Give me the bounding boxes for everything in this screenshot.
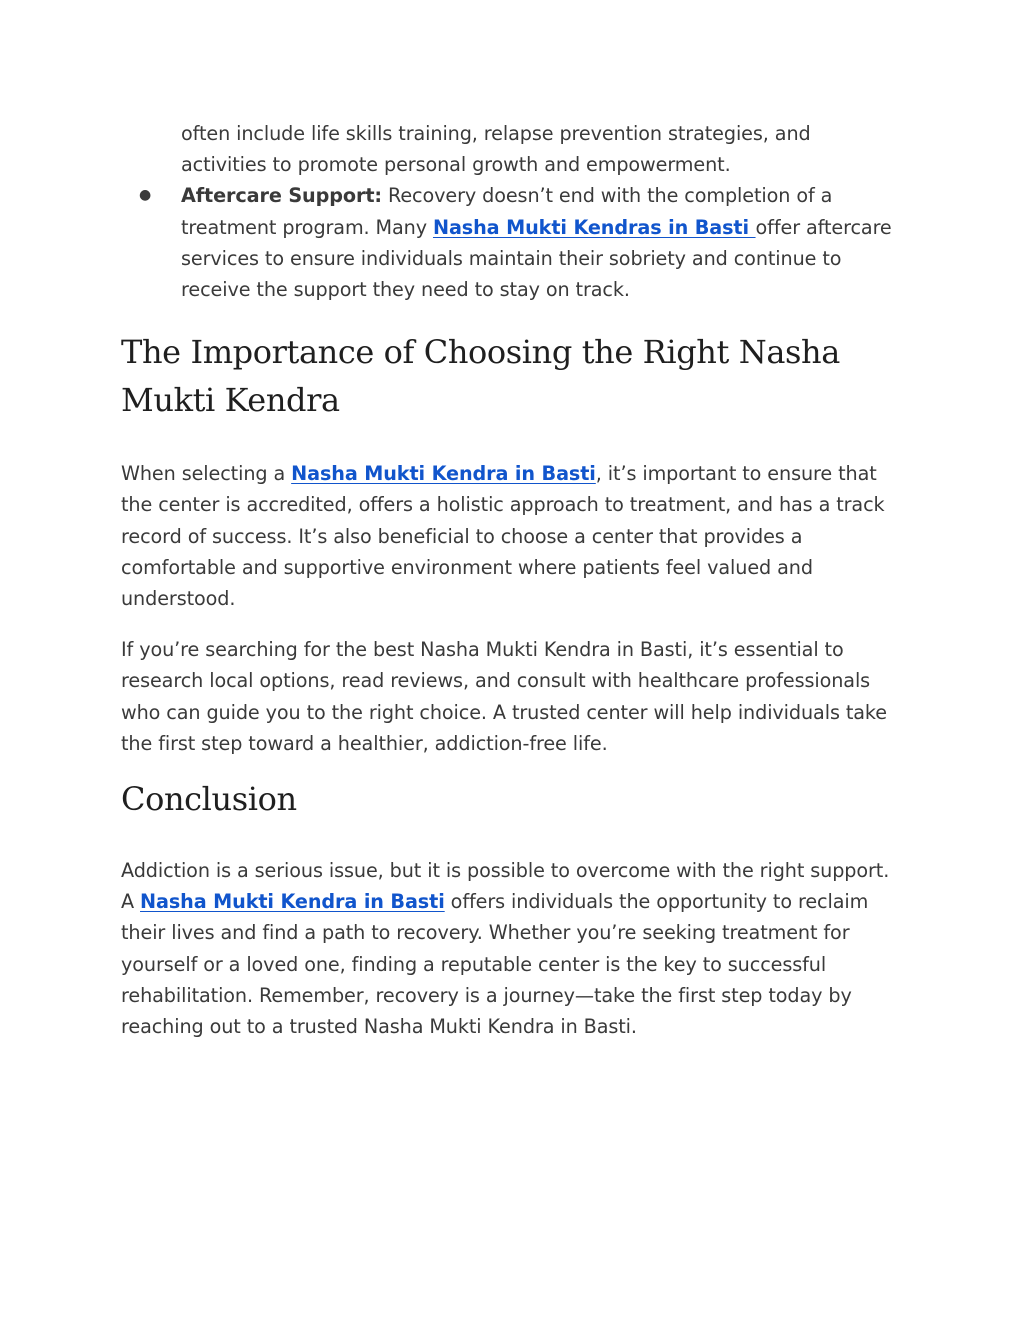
section-heading-conclusion: Conclusion — [121, 780, 297, 819]
when-text-before: When selecting a — [121, 462, 292, 486]
conclusion-text-before: Addiction is a serious issue, but it is possible to overcome with the right support. A — [121, 859, 890, 914]
paragraph-when-selecting — [121, 458, 901, 614]
when-text-after: , it’s important to ensure that the center is accredited, offers a holistic approach to treatment, and has a track record of success. It’s also beneficial to choose a center that provides a comfortable and supportive environment where patients feel valued and understood. — [121, 462, 885, 611]
nasha-mukti-kendra-link-1[interactable]: Nasha Mukti Kendra in Basti — [291, 462, 596, 486]
section-heading-importance: The Importance of Choosing the Right Nasha Mukti Kendra — [121, 333, 840, 420]
bullet-aftercare-text-after: offer aftercare services to ensure individuals maintain their sobriety and continue to receive the support they need to stay on track. — [181, 215, 892, 302]
nasha-mukti-kendras-link[interactable]: Nasha Mukti Kendras in Basti — [432, 215, 756, 239]
bullet-continuation-text: often include life skills training, relapse prevention strategies, and activities to promote personal growth and empowerment. — [181, 122, 811, 177]
bullet-aftercare-label: Aftercare Support: — [181, 184, 382, 208]
nasha-mukti-kendra-link-2[interactable]: Nasha Mukti Kendra in Basti — [140, 890, 445, 914]
paragraph-if-searching: If you’re searching for the best Nasha Mukti Kendra in Basti, it’s essential to research local options, read reviews, and consult with healthcare professionals who can guide you to the right choice. A trusted center will help individuals take the first step toward a healthier, addiction-free life. — [121, 638, 887, 755]
bullet-aftercare-text — [181, 180, 901, 305]
document-page — [121, 118, 901, 1042]
conclusion-text-after: offers individuals the opportunity to reclaim their lives and find a path to recovery. Whether you’re seeking treatment for yourself or a loved one, finding a reputable center is the key to successful rehabilitation. Remember, recovery is a journey—take the first step today by reaching out to a trusted Nasha Mukti Kendra in Basti. — [121, 890, 869, 1039]
bullet-icon: ● — [139, 187, 152, 204]
paragraph-conclusion — [121, 855, 901, 1042]
bullet-aftercare-text-before: Recovery doesn’t end with the completion of a treatment program. Many — [181, 184, 833, 239]
bullet-item-aftercare — [139, 180, 901, 305]
